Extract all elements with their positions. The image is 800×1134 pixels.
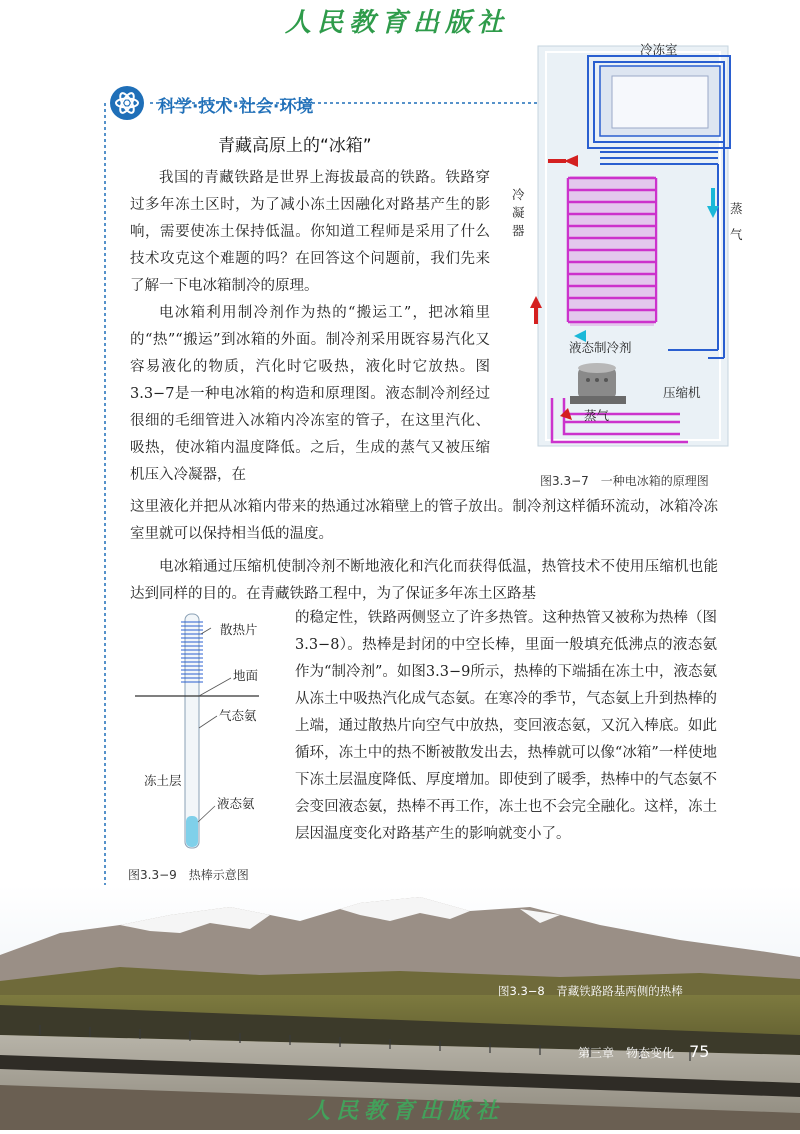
paragraph-fridge-continued: 这里液化并把从冰箱内带来的热通过冰箱壁上的管子放出。制冷剂这样循环流动，冰箱冷冻室里就可以保持相当低的温度。	[130, 499, 718, 542]
page-number: 75	[689, 1042, 710, 1061]
article-title: 青藏高原上的“冰箱”	[218, 136, 372, 156]
label-ground: 地面	[233, 668, 259, 683]
article-body-narrow	[130, 165, 490, 489]
label-condenser: 冷凝器	[512, 187, 525, 238]
paragraph-heatpipe-intro: 电冰箱通过压缩机使制冷剂不断地液化和汽化而获得低温，热管技术不使用压缩机也能达到同样的目的。在青藏铁路工程中，为了保证多年冻土区路基	[130, 559, 718, 602]
paragraph-heatpipe-continued: 的稳定性，铁路两侧竖立了许多热管。这种热管又被称为热棒（图3.3−8）。热棒是封闭的中空长棒，里面一般填充低沸点的液态氨作为“制冷剂”。如图3.3−9所示，热棒的下端插在冻土中，液态氨从冻土中吸热汽化成气态氨。在寒冷的季节，气态氨上升到热棒的上端，通过散热片向空气中放热，变回液态氨，又沉入棒底。如此循环，冻土中的热不断被散发出去，热棒就可以像“冰箱”一样使地下冻土层温度降低、厚度增加。即使到了暖季，热棒中的气态氨不会变回液态氨，热棒不再工作，冻土也不会完全融化。这样，冻土层因温度变化对路基产生的影响就变小了。	[295, 610, 717, 842]
label-gaseous-ammonia: 气态氨	[219, 708, 257, 723]
label-vapor-side: 蒸气	[730, 201, 743, 242]
photo-caption: 图3.3−8 青藏铁路路基两侧的热棒	[498, 984, 683, 998]
label-liquid-ammonia: 液态氨	[217, 796, 255, 811]
publisher-watermark: 人民教育出版社	[308, 1098, 505, 1124]
label-freezer: 冷冻室	[640, 42, 678, 57]
label-frozen-soil: 冻土层	[144, 773, 182, 788]
page-footer	[578, 1042, 709, 1061]
paragraph-fridge: 电冰箱利用制冷剂作为热的“搬运工”，把冰箱里的“热”“搬运”到冰箱的外面。制冷剂采用既容易汽化又容易液化的物质，汽化时它吸热，液化时它放热。图3.3−7是一种电冰箱的构造和原理图。液态制冷剂经过很细的毛细管进入冰箱内冷冻室的管子，在这里汽化、吸热，使冰箱内温度降低。之后，生成的蒸气又被压缩机压入冷凝器，在	[130, 305, 490, 483]
publisher-logo: 人民教育出版社	[285, 8, 510, 38]
footer-chapter: 第三章 物态变化	[578, 1046, 675, 1060]
fridge-caption: 图3.3−7 一种电冰箱的原理图	[540, 474, 709, 488]
article-body-wide	[130, 494, 718, 608]
label-liquid-refrigerant: 液态制冷剂	[569, 340, 632, 355]
heatpipe-caption: 图3.3−9 热棒示意图	[128, 868, 249, 882]
label-fins: 散热片	[220, 622, 258, 637]
article-body-right	[295, 605, 717, 848]
heatpipe-diagram	[135, 610, 265, 850]
paragraph-intro: 我国的青藏铁路是世界上海拔最高的铁路。铁路穿过多年冻土区时，为了减小冻土因融化对路基产生的影响，需要使冻土保持低温。你知道工程师是采用了什么技术攻克这个难题的吗？在回答这个问题前，我们先来了解一下电冰箱制冷的原理。	[130, 170, 490, 294]
label-compressor: 压缩机	[663, 385, 701, 400]
section-title: 科学·技术·社会·环境	[158, 97, 314, 117]
fridge-diagram	[508, 38, 748, 458]
label-vapor-bottom: 蒸气	[584, 408, 610, 423]
